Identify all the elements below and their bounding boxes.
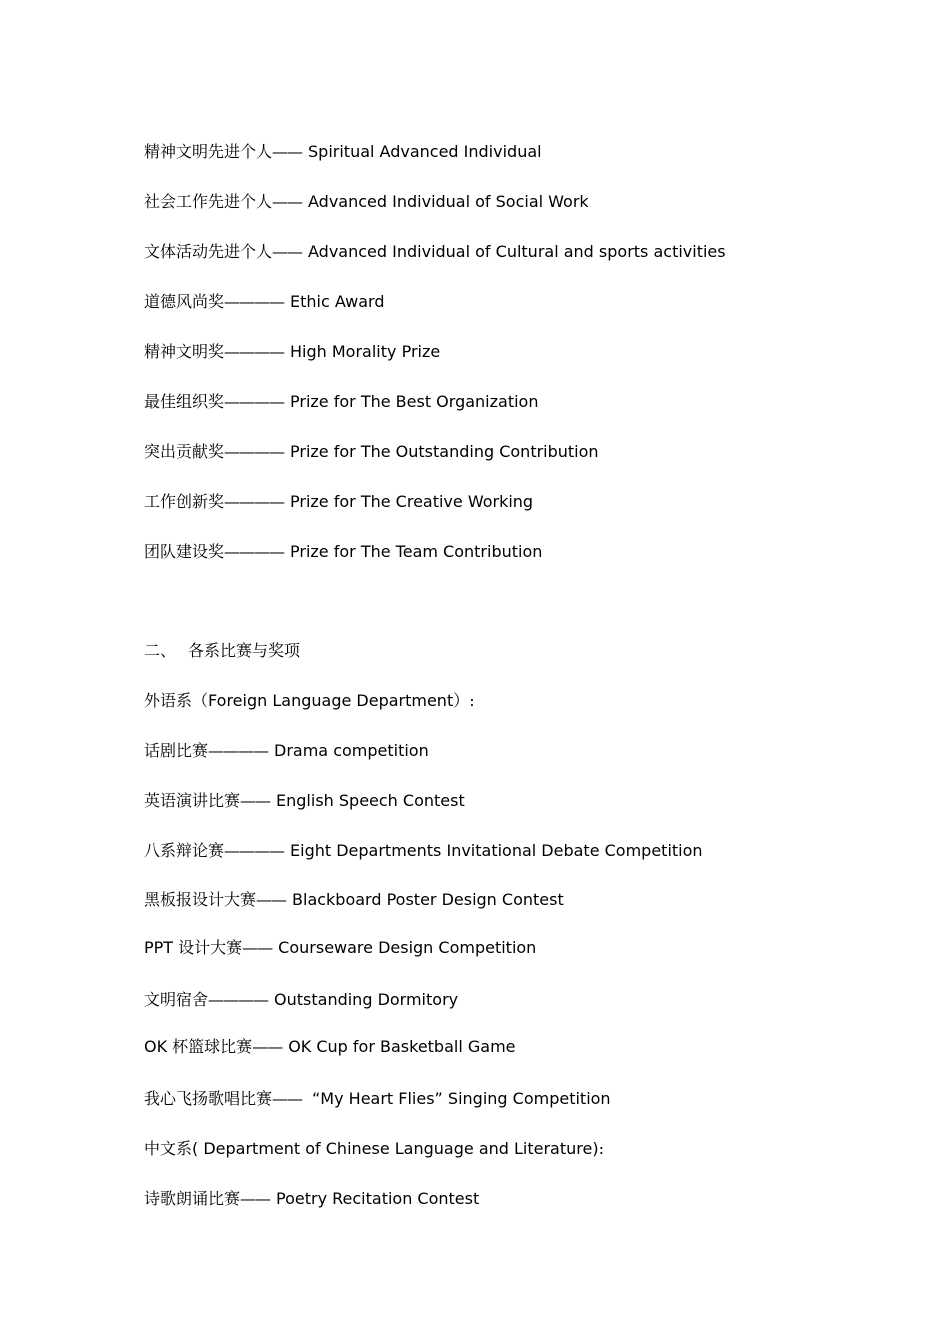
contest-en: Drama competition <box>274 741 429 760</box>
contest-en: OK Cup for Basketball Game <box>288 1037 516 1056</box>
contest-line <box>144 740 429 762</box>
contest-line <box>144 989 458 1011</box>
contest-line <box>144 1088 611 1110</box>
award-zh: 道德风尚奖 <box>144 292 225 311</box>
contest-dash: —— <box>256 890 287 909</box>
award-dash: —— <box>272 142 303 161</box>
contest-zh: 八系辩论赛 <box>144 841 225 860</box>
award-en: Prize for The Outstanding Contribution <box>290 442 599 461</box>
contest-dash: —— <box>272 1089 303 1108</box>
contest-line <box>144 889 564 911</box>
award-en: Spiritual Advanced Individual <box>308 142 542 161</box>
award-zh: 社会工作先进个人 <box>144 192 273 211</box>
contest-dash: ———— <box>224 841 285 860</box>
contest-line <box>144 1188 479 1210</box>
contest-line <box>144 840 703 862</box>
department-close-paren: ）: <box>453 691 475 710</box>
award-dash: ———— <box>224 542 285 561</box>
award-zh: 精神文明先进个人 <box>144 142 273 161</box>
section-title: 各系比赛与奖项 <box>188 641 301 660</box>
section-heading <box>144 640 300 662</box>
contest-zh: 话剧比赛 <box>144 741 209 760</box>
department-heading <box>144 690 475 712</box>
award-zh: 突出贡献奖 <box>144 442 225 461</box>
award-dash: ———— <box>224 342 285 361</box>
contest-zh: 我心飞扬歌唱比赛 <box>144 1089 273 1108</box>
award-dash: ———— <box>224 292 285 311</box>
contest-dash: —— <box>242 938 273 957</box>
award-en: High Morality Prize <box>290 342 441 361</box>
contest-zh: 英语演讲比赛 <box>144 791 241 810</box>
contest-en: Outstanding Dormitory <box>274 990 459 1009</box>
award-line <box>144 341 440 363</box>
department-en: Foreign Language Department <box>208 691 454 710</box>
contest-zh: 诗歌朗诵比赛 <box>144 1189 241 1208</box>
award-line <box>144 541 542 563</box>
contest-en: Poetry Recitation Contest <box>276 1189 480 1208</box>
contest-prefix: OK <box>144 1037 173 1056</box>
award-line <box>144 391 538 413</box>
contest-dash: —— <box>240 1189 271 1208</box>
department-close-paren: : <box>598 1139 604 1158</box>
award-line <box>144 191 589 213</box>
department-open-paren: （ <box>192 691 209 710</box>
award-zh: 最佳组织奖 <box>144 392 225 411</box>
section-number: 二、 <box>144 641 177 660</box>
department-zh: 外语系 <box>144 691 193 710</box>
award-en: Advanced Individual of Cultural and sports activities <box>308 242 726 261</box>
award-en: Prize for The Team Contribution <box>290 542 543 561</box>
contest-en: “My Heart Flies” Singing Competition <box>312 1089 611 1108</box>
award-zh: 精神文明奖 <box>144 342 225 361</box>
award-dash: ———— <box>224 492 285 511</box>
award-line <box>144 291 385 313</box>
award-zh: 团队建设奖 <box>144 542 225 561</box>
contest-dash: —— <box>240 791 271 810</box>
contest-line <box>144 937 536 959</box>
contest-dash: —— <box>252 1037 283 1056</box>
award-en: Prize for The Creative Working <box>290 492 534 511</box>
award-dash: ———— <box>224 392 285 411</box>
department-heading <box>144 1138 604 1160</box>
award-dash: ———— <box>224 442 285 461</box>
award-en: Prize for The Best Organization <box>290 392 539 411</box>
contest-en: Courseware Design Competition <box>278 938 537 957</box>
contest-dash: ———— <box>208 990 269 1009</box>
contest-zh: 杯篮球比赛 <box>172 1037 253 1056</box>
award-line <box>144 241 726 263</box>
contest-en: English Speech Contest <box>276 791 465 810</box>
contest-line <box>144 1036 516 1058</box>
contest-dash: ———— <box>208 741 269 760</box>
contest-line <box>144 790 465 812</box>
award-dash: —— <box>272 242 303 261</box>
award-zh: 文体活动先进个人 <box>144 242 273 261</box>
contest-prefix: PPT <box>144 938 179 957</box>
award-line <box>144 491 533 513</box>
award-line <box>144 441 599 463</box>
contest-zh: 设计大赛 <box>178 938 243 957</box>
award-en: Ethic Award <box>290 292 385 311</box>
department-zh: 中文系 <box>144 1139 193 1158</box>
department-en: ( Department of Chinese Language and Literature) <box>192 1139 599 1158</box>
contest-en: Blackboard Poster Design Contest <box>292 890 564 909</box>
award-dash: —— <box>272 192 303 211</box>
contest-en: Eight Departments Invitational Debate Competition <box>290 841 703 860</box>
contest-zh: 黑板报设计大赛 <box>144 890 257 909</box>
contest-zh: 文明宿舍 <box>144 990 209 1009</box>
award-en: Advanced Individual of Social Work <box>308 192 589 211</box>
award-line <box>144 141 542 163</box>
award-zh: 工作创新奖 <box>144 492 225 511</box>
